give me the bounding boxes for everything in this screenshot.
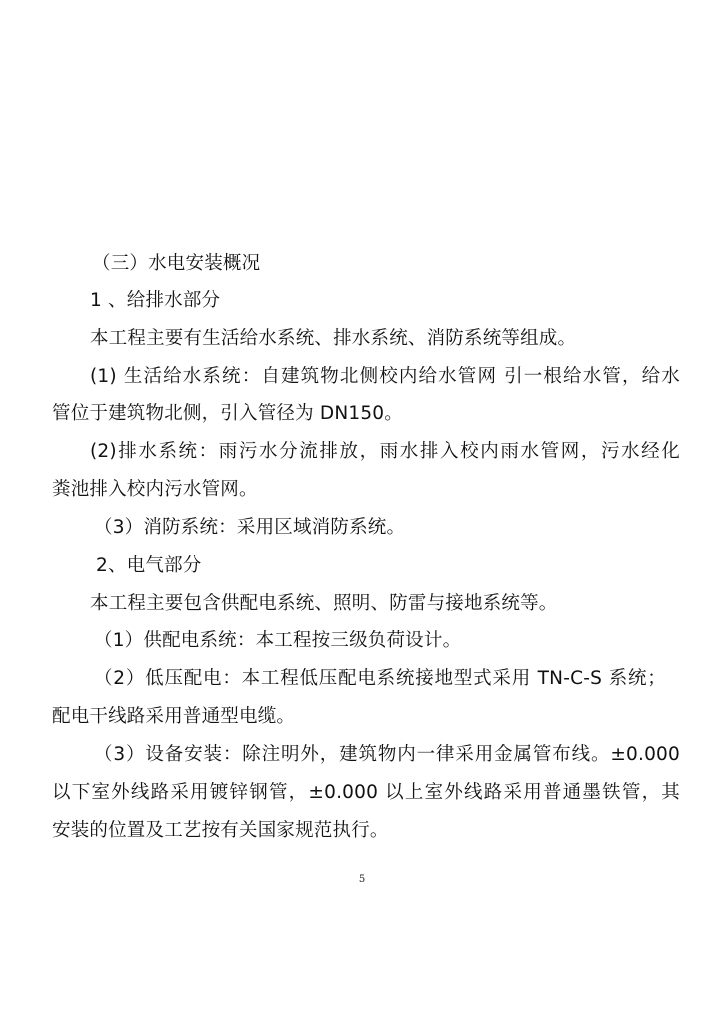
paragraph-line: (1) 生活给水系统：自建筑物北侧校内给水管网 引一根给水管，给水 [90,366,680,387]
paragraph-line: 配电干线路采用普通型电缆。 [52,706,296,727]
paragraph-line: 粪池排入校内污水管网。 [52,479,258,500]
subsection-heading-water: 1 、给排水部分 [90,290,221,311]
paragraph-line: 管位于建筑物北侧，引入管径为 DN150。 [52,403,403,424]
paragraph-line: （3）消防系统：采用区域消防系统。 [94,517,406,538]
paragraph-line: （1）供配电系统：本工程按三级负荷设计。 [94,630,462,651]
section-heading: （三）水电安装概况 [92,253,261,274]
page-number: 5 [358,874,366,885]
paragraph-line: 以下室外线路采用镀锌钢管，±0.000 以上室外线路采用普通墨铁管，其 [52,782,680,803]
paragraph-line: （3）设备安装：除注明外，建筑物内一律采用金属管布线。±0.000 [94,744,680,765]
paragraph-line: 本工程主要有生活给水系统、排水系统、消防系统等组成。 [90,328,577,349]
paragraph-line: 安装的位置及工艺按有关国家规范执行。 [52,820,389,841]
paragraph-line: （2）低压配电：本工程低压配电系统接地型式采用 TN-C-S 系统； [94,668,666,689]
paragraph-line: (2)排水系统：雨污水分流排放，雨水排入校内雨水管网，污水经化 [90,441,680,462]
paragraph-line: 本工程主要包含供配电系统、照明、防雷与接地系统等。 [90,593,558,614]
subsection-heading-electrical: 2、电气部分 [96,555,202,576]
